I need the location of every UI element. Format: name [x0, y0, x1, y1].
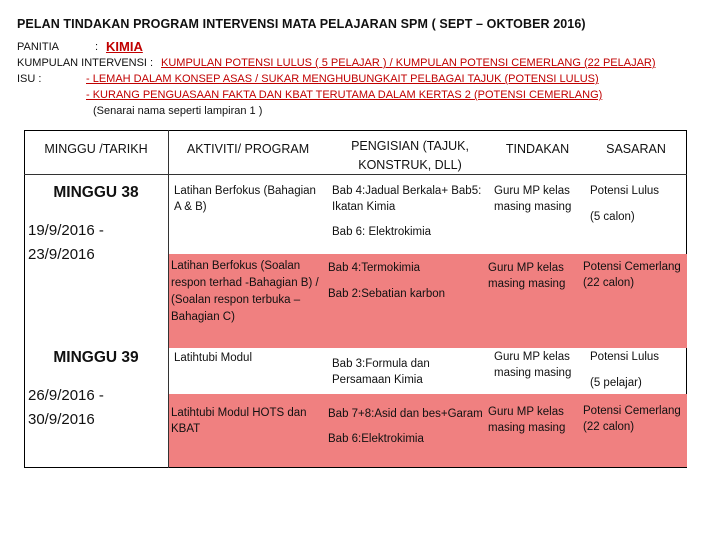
w38-r2-pengisian-2: Bab 2:Sebatian karbon	[328, 288, 446, 300]
week-39-label: MINGGU 39	[53, 349, 139, 366]
panitia-separator: :	[95, 41, 99, 53]
w38-r2-aktiviti: Latihan Berfokus (Soalan respon terhad -Bahagian B) / (Soalan respon terbuka – Bahagian C)	[171, 260, 319, 323]
kumpulan-label: KUMPULAN INTERVENSI :	[17, 57, 154, 69]
header-sasaran: SASARAN	[606, 142, 666, 156]
header-aktiviti: AKTIVITI/ PROGRAM	[186, 142, 310, 156]
w39-r2-pengisian-2: Bab 6:Elektrokimia	[328, 433, 424, 445]
week-39-date-to: 30/9/2016	[28, 411, 95, 428]
page-title: PELAN TINDAKAN PROGRAM INTERVENSI MATA PELAJARAN SPM ( SEPT – OKTOBER 2016)	[17, 17, 586, 31]
w39-r1-pengisian: Bab 3:Formula dan Persamaan Kimia	[332, 358, 430, 386]
note: (Senarai nama seperti lampiran 1 )	[93, 105, 263, 117]
w39-r1-sasaran-2: (5 pelajar)	[590, 377, 642, 389]
w38-r2-sasaran: Potensi Cemerlang (22 calon)	[583, 261, 681, 289]
w39-r1-tindakan: Guru MP kelas masing masing	[494, 351, 572, 379]
w38-r1-pengisian-1: Bab 4:Jadual Berkala+ Bab5: Ikatan Kimia	[332, 185, 482, 213]
week-39-date-from: 26/9/2016 -	[28, 387, 104, 404]
w39-r2-pengisian-1: Bab 7+8:Asid dan bes+Garam	[328, 408, 483, 420]
isu-item-2: - KURANG PENGUASAAN FAKTA DAN KBAT TERUTAMA DALAM KERTAS 2 (POTENSI CEMERLANG)	[86, 89, 603, 101]
w39-r2-tindakan: Guru MP kelas masing masing	[488, 406, 566, 434]
w38-r1-tindakan: Guru MP kelas masing masing	[494, 185, 572, 213]
kumpulan-value: KUMPULAN POTENSI LULUS ( 5 PELAJAR ) / KUMPULAN POTENSI CEMERLANG (22 PELAJAR)	[161, 57, 656, 69]
week-38-date-from: 19/9/2016 -	[28, 222, 104, 239]
header-pengisian: PENGISIAN (TAJUK, KONSTRUK, DLL)	[351, 139, 469, 172]
w39-r1-aktiviti: Latihtubi Modul	[174, 352, 252, 364]
w39-r2-aktiviti: Latihtubi Modul HOTS dan KBAT	[171, 407, 307, 435]
isu-item-1: - LEMAH DALAM KONSEP ASAS / SUKAR MENGHUBUNGKAIT PELBAGAI TAJUK (POTENSI LULUS)	[86, 73, 599, 85]
header-tindakan: TINDAKAN	[505, 142, 570, 156]
panitia-value: KIMIA	[106, 39, 143, 54]
w38-r2-tindakan: Guru MP kelas masing masing	[488, 262, 566, 290]
column-divider	[168, 130, 169, 468]
w38-r1-pengisian-2: Bab 6: Elektrokimia	[332, 226, 432, 238]
w38-r1-sasaran-2: (5 calon)	[590, 211, 635, 223]
w38-r1-sasaran-1: Potensi Lulus	[590, 185, 660, 197]
w39-r1-sasaran-1: Potensi Lulus	[590, 351, 660, 363]
w39-r2-sasaran: Potensi Cemerlang (22 calon)	[583, 405, 681, 433]
w38-r2-pengisian-1: Bab 4:Termokimia	[328, 262, 421, 274]
isu-label: ISU :	[17, 73, 42, 85]
w38-r1-aktiviti: Latihan Berfokus (Bahagian A & B)	[174, 185, 316, 213]
week-38-label: MINGGU 38	[53, 184, 139, 201]
week-38-date-to: 23/9/2016	[28, 246, 95, 263]
header-minggu: MINGGU /TARIKH	[44, 142, 148, 156]
panitia-label: PANITIA	[17, 41, 59, 53]
